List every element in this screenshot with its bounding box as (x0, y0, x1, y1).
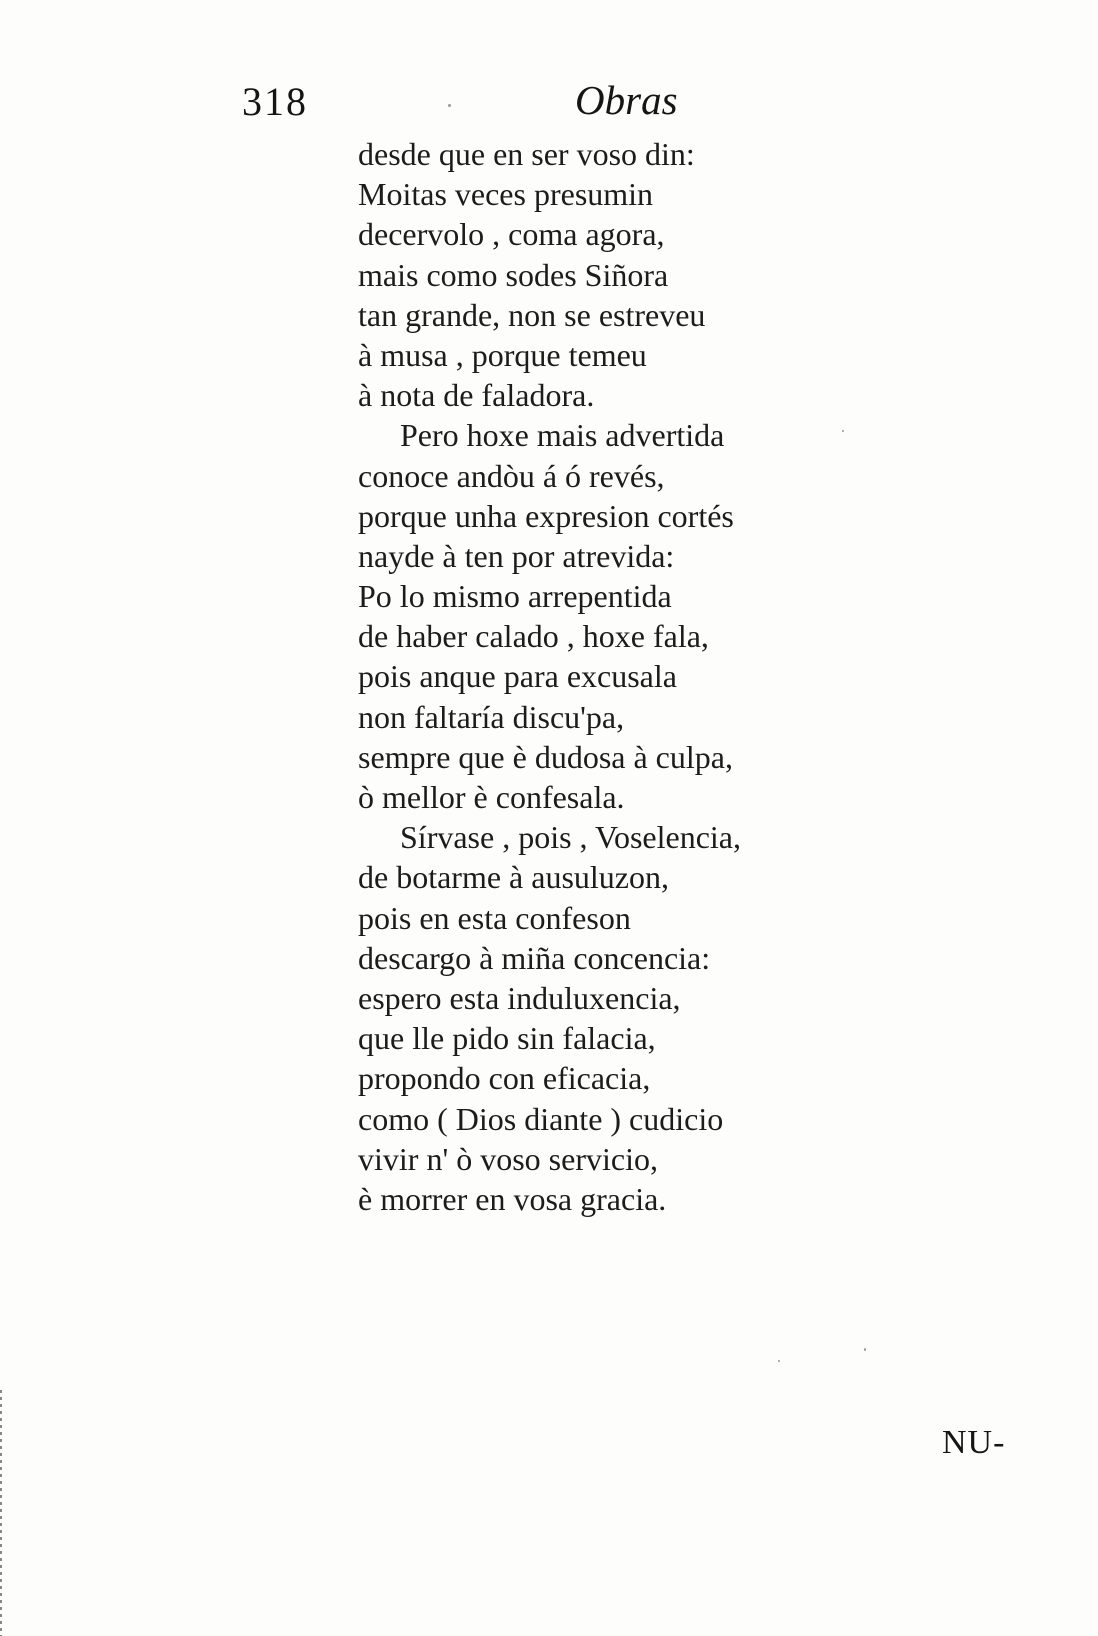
page-number: 318 (242, 79, 308, 124)
verse-line: nayde à ten por atrevida: (358, 537, 675, 574)
verse-line: de haber calado , hoxe fala, (358, 618, 709, 655)
verse-line: como ( Dios diante ) cudicio (358, 1100, 724, 1137)
verse-line: desde que en ser voso din: (358, 136, 695, 172)
verse-line: vivir n' ò voso servicio, (358, 1140, 658, 1177)
verse-line: Moitas veces presumin (358, 176, 654, 213)
verse-line: ò mellor è confesala. (358, 779, 625, 815)
verse-line: conoce andòu á ó revés, (358, 457, 665, 494)
verse-line: non faltaría discu'pa, (358, 698, 625, 735)
verse-line: mais como sodes Siñora (358, 256, 669, 293)
verse-line: que lle pido sin falacia, (358, 1020, 656, 1057)
verse-line: à nota de faladora. (358, 377, 595, 414)
verse-line: decervolo , coma agora, (358, 216, 665, 253)
verse-line: Pero hoxe mais advertida (400, 417, 725, 454)
verse-line: descargo à miña concencia: (358, 939, 711, 976)
verse-line: Po lo mismo arrepentida (358, 578, 672, 615)
catchword: NU- (942, 1424, 1006, 1461)
verse-line: porque unha expresion cortés (358, 497, 734, 534)
verse-line: Sírvase , pois , Voselencia, (400, 819, 741, 856)
page-edge-mark (0, 1390, 2, 1636)
print-speck (448, 104, 451, 107)
verse-line: è morrer en vosa gracia. (358, 1180, 667, 1217)
verse-line: sempre que è dudosa à culpa, (358, 738, 733, 775)
print-speck (778, 1360, 780, 1362)
verse-line: propondo con eficacia, (358, 1060, 651, 1097)
running-head: Obras (575, 77, 678, 123)
verse-line: à musa , porque temeu (358, 336, 647, 373)
verse-line: pois en esta confeson (358, 899, 631, 936)
print-speck (842, 430, 844, 432)
verse-line: espero esta induluxencia, (358, 979, 681, 1016)
verse-line: pois anque para excusala (358, 658, 677, 695)
print-speck (864, 1348, 866, 1351)
verse-line: de botarme à ausuluzon, (358, 859, 669, 896)
verse-line: tan grande, non se estreveu (358, 296, 706, 333)
verse-block (358, 134, 978, 1219)
